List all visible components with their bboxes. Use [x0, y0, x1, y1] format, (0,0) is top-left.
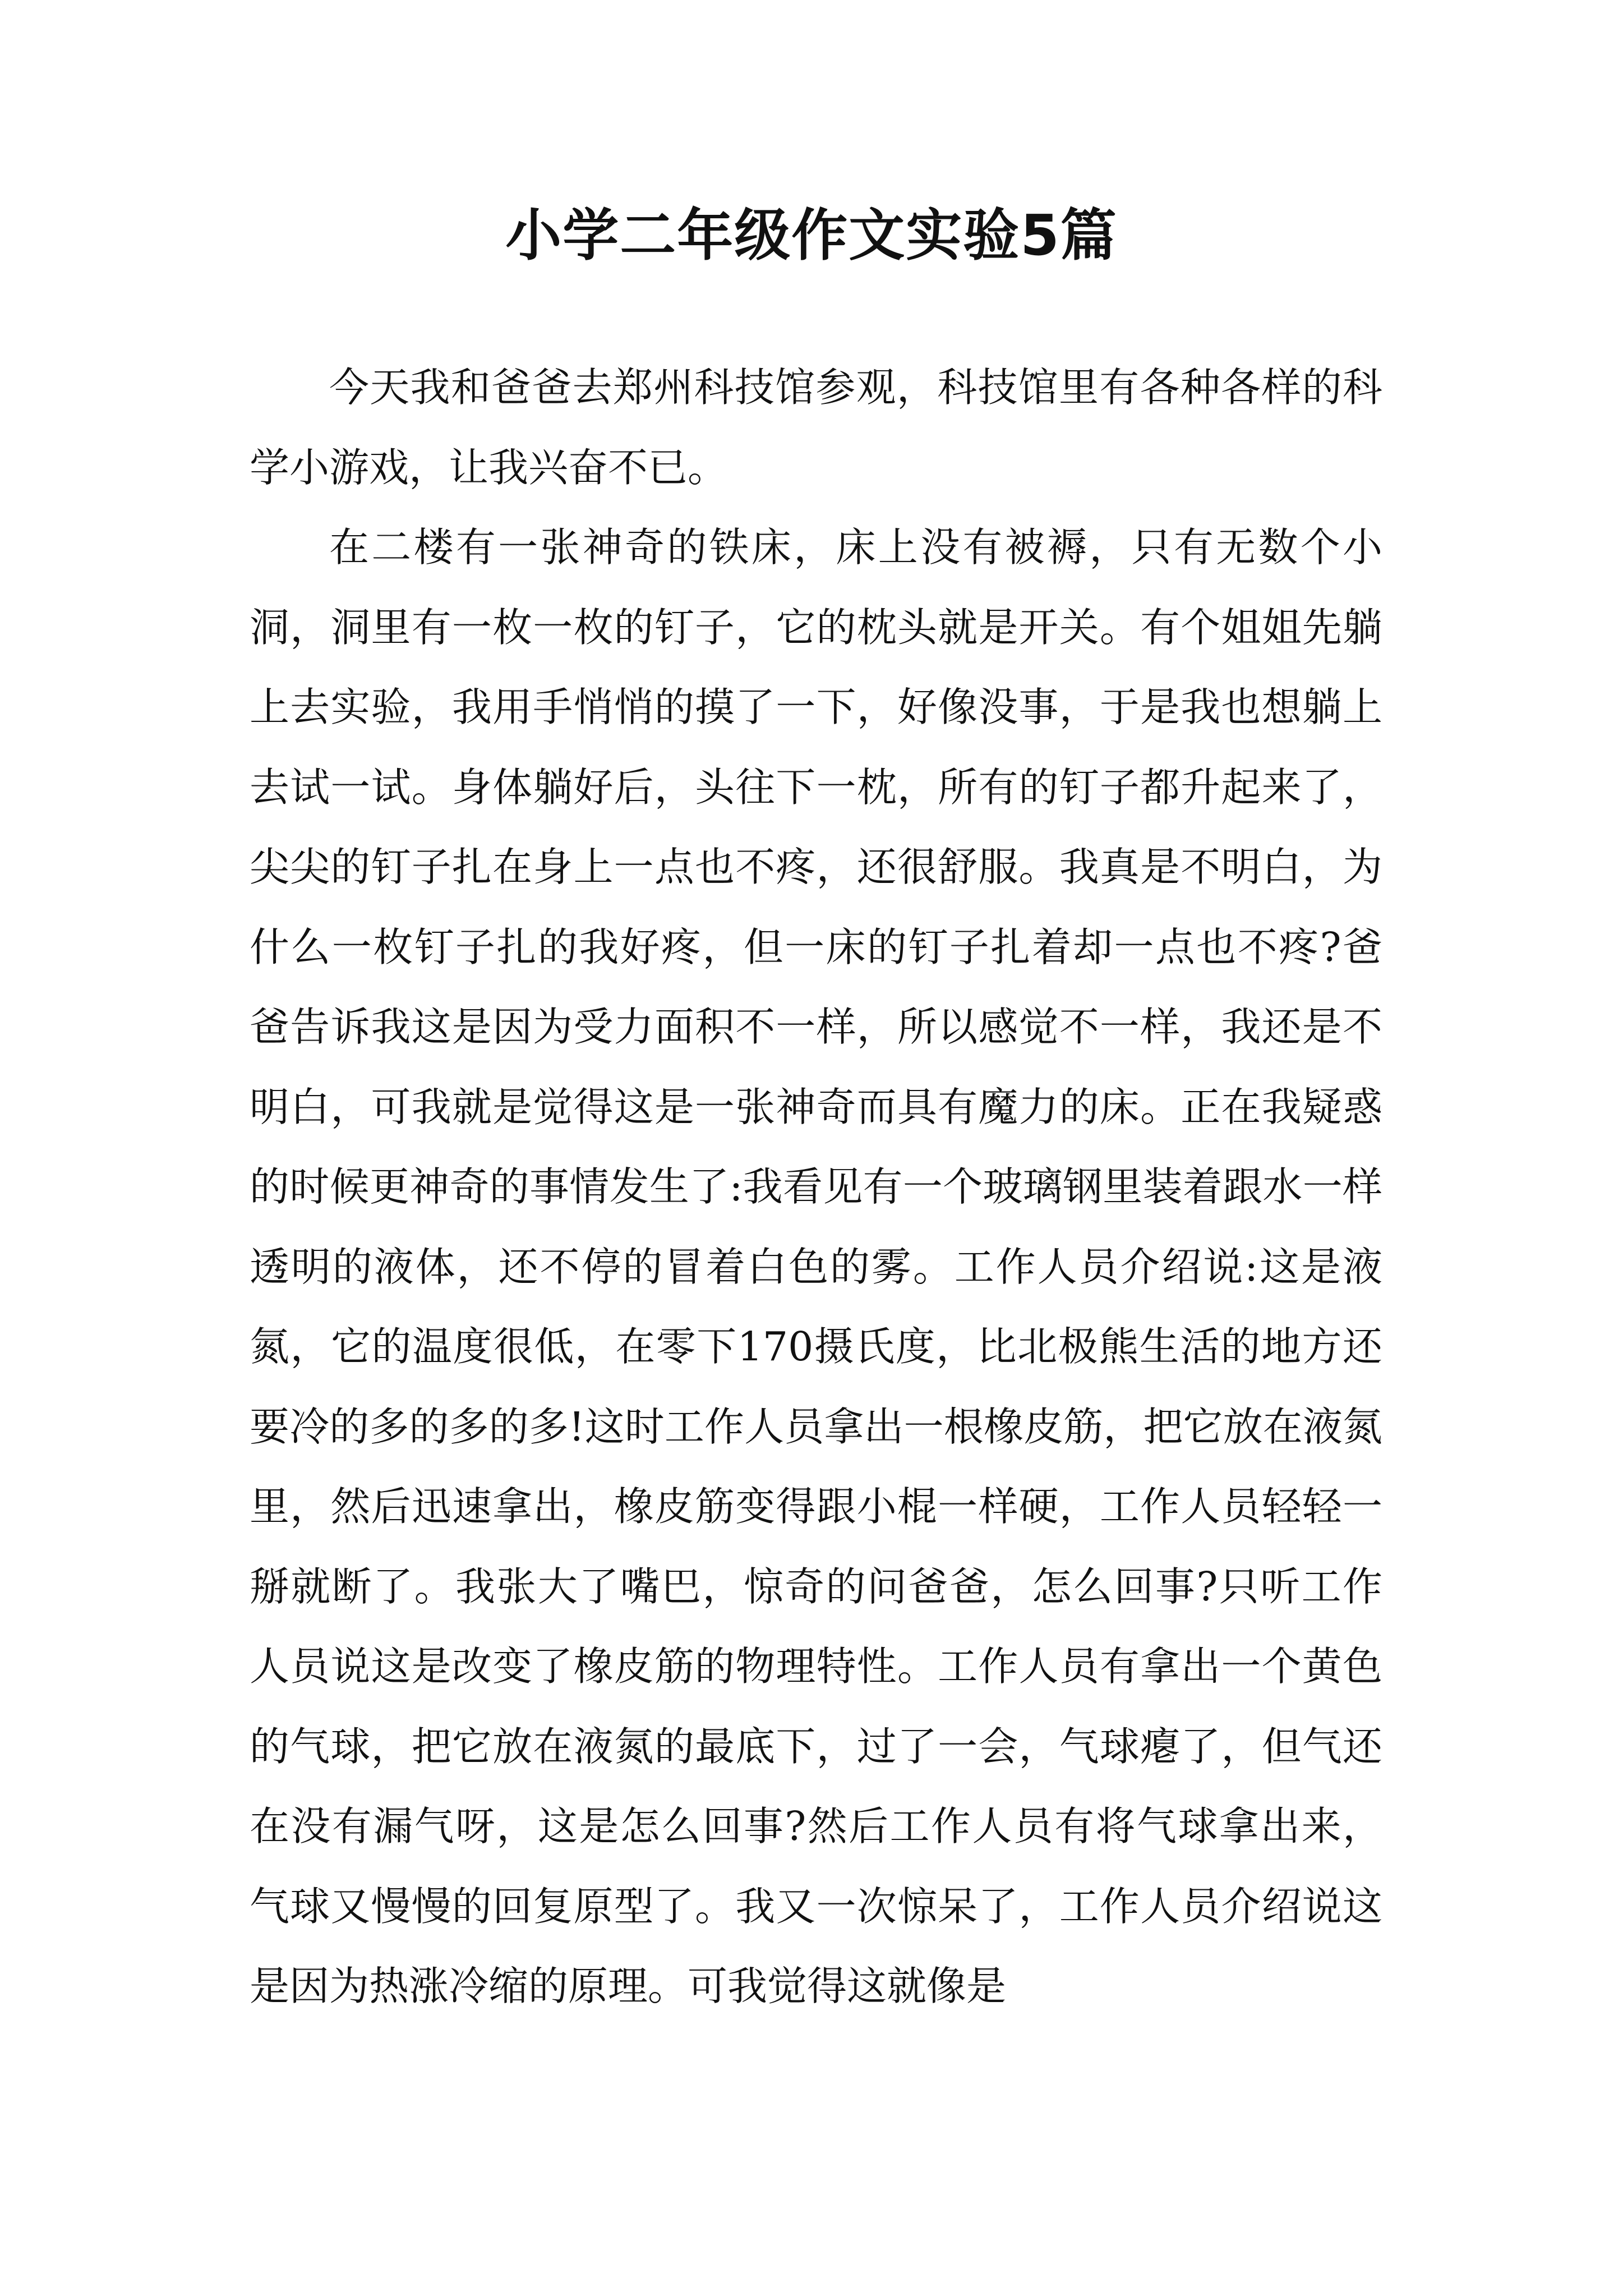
document-body [250, 348, 1382, 2027]
paragraph-1: 今天我和爸爸去郑州科技馆参观，科技馆里有各种各样的科学小游戏，让我兴奋不已。 [250, 364, 1382, 491]
document-title: 小学二年级作文实验5篇 [505, 203, 1118, 268]
paragraph-2: 在二楼有一张神奇的铁床，床上没有被褥，只有无数个小洞，洞里有一枚一枚的钉子，它的枕头就是开关。有个姐姐先躺上去实验，我用手悄悄的摸了一下，好像没事，于是我也想躺上去试一试。身体躺好后，头往下一枕，所有的钉子都升起来了，尖尖的钉子扎在身上一点也不疼，还很舒服。我真是不明白，为什么一枚钉子扎的我好疼，但一床的钉子扎着却一点也不疼?爸爸告诉我这是因为受力面积不一样，所以感觉不一样，我还是不明白，可我就是觉得这是一张神奇而具有魔力的床。正在我疑惑的时候更神奇的事情发生了:我看见有一个玻璃钢里装着跟水一样透明的液体，还不停的冒着白色的雾。工作人员介绍说:这是液氮，它的温度很低，在零下170摄氏度，比北极熊生活的地方还要冷的多的多的多!这时工作人员拿出一根橡皮筋，把它放在液氮里，然后迅速拿出，橡皮筋变得跟小棍一样硬，工作人员轻轻一掰就断了。我张大了嘴巴，惊奇的问爸爸，怎么回事?只听工作人员说这是改变了橡皮筋的物理特性。工作人员有拿出一个黄色的气球，把它放在液氮的最底下，过了一会，气球瘪了，但气还在没有漏气呀，这是怎么回事?然后工作人员有将气球拿出来，气球又慢慢的回复原型了。我又一次惊呆了，工作人员介绍说这是因为热涨冷缩的原理。可我觉得这就像是 [250, 524, 1382, 2009]
